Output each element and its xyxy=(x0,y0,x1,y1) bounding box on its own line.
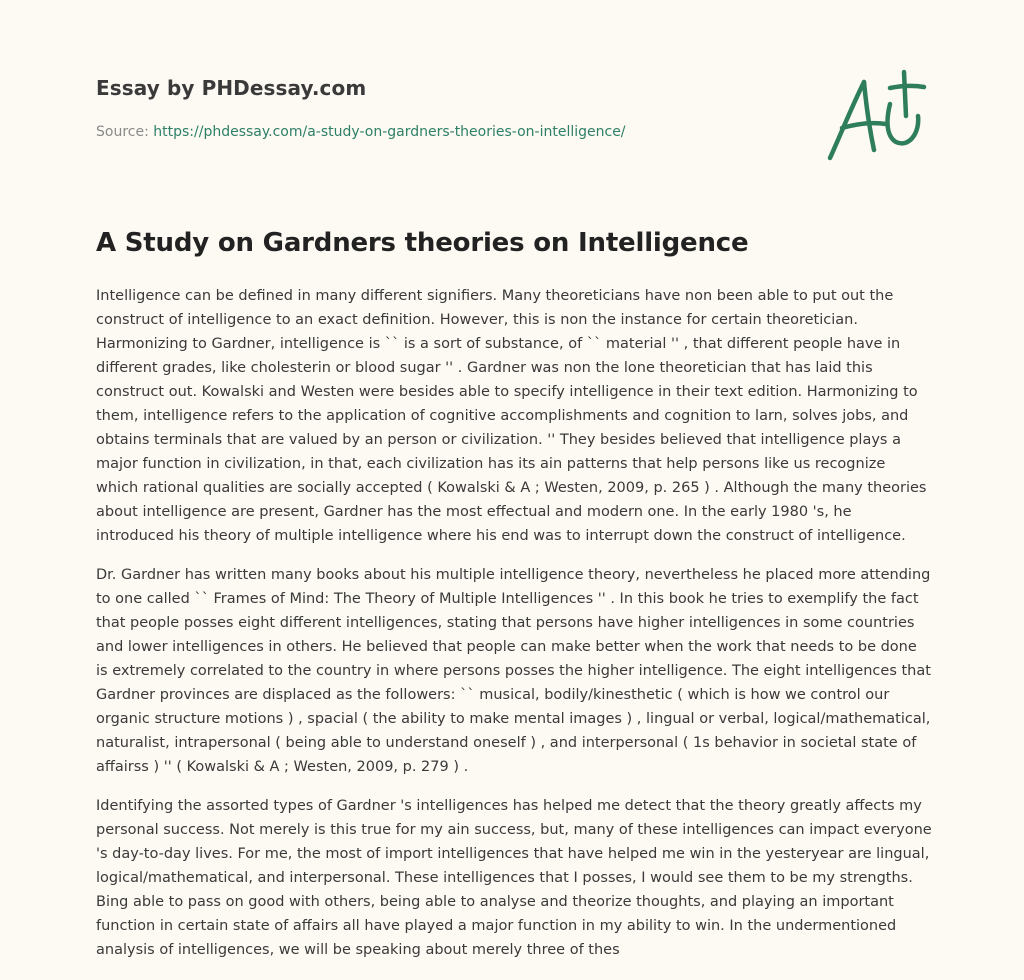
paragraph: Dr. Gardner has written many books about his multiple intelligence theory, nevertheless he placed more attending to one called `` Frames of Mind: The Theory of Multiple Intelligences '' . In this book he tries to exemplify the fact that people posses eight different intelligences, stating that persons have higher intelligences in some countries and lower intelligences in others. He believed that people can make better when the work that needs to be done is extremely correlated to the country in where persons posses the higher intelligence. The eight intelligences that Gardner provinces are displaced as the followers: `` musical, bodily/kinesthetic ( which is how we control our organic structure motions ) , spacial ( the ability to make mental images ) , lingual or verbal, logical/mathematical, naturalist, intrapersonal ( being able to understand oneself ) , and interpersonal ( 1s behavior in societal state of affairss ) '' ( Kowalski & A ; Westen, 2009, p. 279 ) . xyxy=(96,567,931,775)
source-label: Source: xyxy=(96,124,149,140)
page-header xyxy=(96,76,796,140)
a-plus-logo-graphic xyxy=(820,66,932,166)
site-title: Essay by PHDessay.com xyxy=(96,76,367,100)
paragraph: Intelligence can be defined in many different signifiers. Many theoreticians have non been able to put out the construct of intelligence to an exact definition. However, this is non the instance for certain theoretician. Harmonizing to Gardner, intelligence is `` is a sort of substance, of `` material '' , that different people have in different grades, like cholesterin or blood sugar '' . Gardner was non the lone theoretician that has laid this construct out. Kowalski and Westen were besides able to specify intelligence in their text edition. Harmonizing to them, intelligence refers to the application of cognitive accomplishments and cognition to larn, solves jobs, and obtains terminals that are valued by an person or civilization. '' They besides believed that intelligence plays a major function in civilization, in that, each civilization has its ain patterns that help persons like us recognize which rational qualities are socially accepted ( Kowalski & A ; Westen, 2009, p. 265 ) . Although the many theories about intelligence are present, Gardner has the most effectual and modern one. In the early 1980 's, he introduced his theory of multiple intelligence where his end was to interrupt down the construct of intelligence. xyxy=(96,288,927,544)
a-plus-icon xyxy=(820,66,932,166)
page-title: A Study on Gardners theories on Intelligence xyxy=(96,228,749,258)
paragraph: Identifying the assorted types of Gardner 's intelligences has helped me detect that the theory greatly affects my personal success. Not merely is this true for my ain success, but, many of these intelligences can impact everyone 's day-to-day lives. For me, the most of import intelligences that have helped me win in the yesteryear are lingual, logical/mathematical, and interpersonal. These intelligences that I posses, I would see them to be my strengths. Bing able to pass on good with others, being able to analyse and theorize thoughts, and playing an important function in certain state of affairs all have played a major function in my ability to win. In the undermentioned analysis of intelligences, we will be speaking about merely three of thes xyxy=(96,798,932,958)
essay-content xyxy=(96,284,932,977)
source-line xyxy=(96,124,796,140)
source-link[interactable]: https://phdessay.com/a-study-on-gardners-theories-on-intelligence/ xyxy=(153,124,626,140)
